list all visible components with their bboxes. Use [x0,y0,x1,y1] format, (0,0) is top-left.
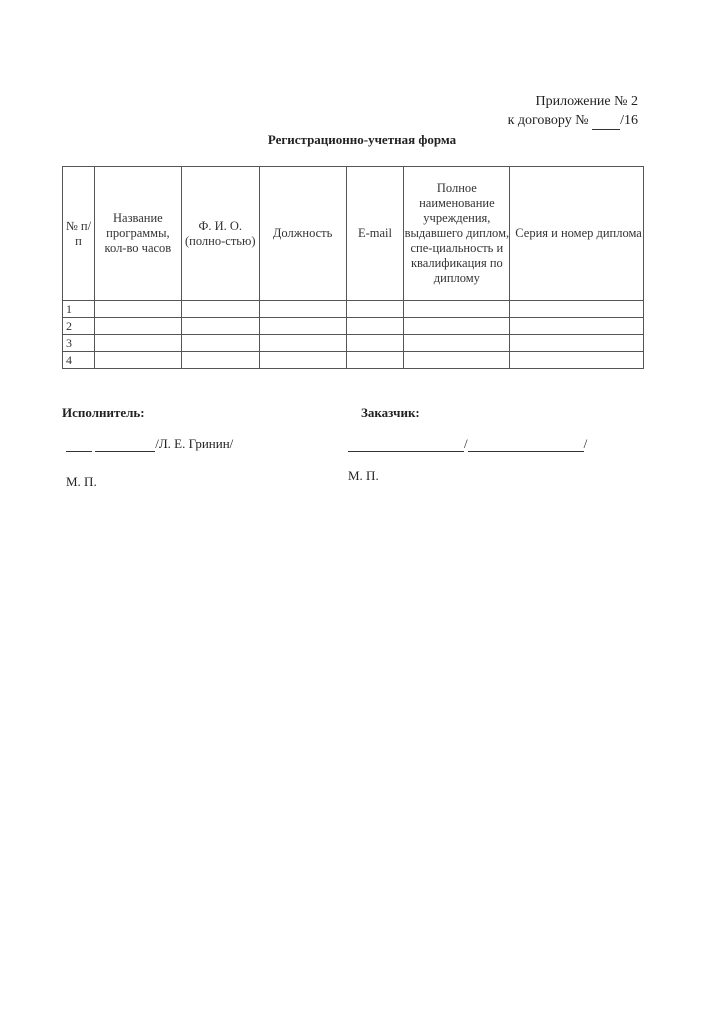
table-cell [346,301,404,318]
table-cell [259,352,346,369]
table-cell [94,301,181,318]
table-cell [510,335,644,352]
customer-slash-mid: / [464,436,468,451]
table-cell [510,318,644,335]
customer-slash-end: / [583,436,588,451]
registration-table [62,166,644,369]
signature-blank [468,438,584,452]
customer-block [361,405,420,421]
col-header-position: Должность [259,167,346,301]
col-header-email: E-mail [346,167,404,301]
table-cell [181,335,259,352]
table-cell [94,335,181,352]
signature-blank [348,438,464,452]
executor-signature-name: /Л. Е. Гринин/ [155,436,234,451]
signature-blank [95,438,155,452]
table-cell [259,318,346,335]
col-header-number: № п/п [63,167,95,301]
table-cell [404,301,510,318]
table-cell [94,352,181,369]
table-row [63,301,644,318]
customer-stamp: М. П. [348,468,379,483]
table-cell [181,352,259,369]
row-number: 1 [63,301,95,318]
col-header-diploma: Серия и номер диплома [510,167,644,301]
col-header-program: Название программы, кол-во часов [94,167,181,301]
table-cell [510,301,644,318]
table-cell [259,301,346,318]
table-row [63,318,644,335]
contract-number-blank [592,116,620,130]
executor-block [62,405,145,421]
table-row [63,335,644,352]
table-cell [259,335,346,352]
table-row [63,352,644,369]
executor-title: Исполнитель: [62,405,145,420]
col-header-institution: Полное наименование учреждения, выдавшего диплом, спе-циальность и квалификация по диплому [404,167,510,301]
executor-stamp: М. П. [66,474,97,489]
signature-blank [66,438,92,452]
executor-signature-line [66,436,233,452]
appendix-title: Приложение № 2 [535,94,638,109]
table-cell [346,352,404,369]
col-header-fullname: Ф. И. О. (полно-стью) [181,167,259,301]
table-cell [404,352,510,369]
row-number: 4 [63,352,95,369]
table-cell [181,318,259,335]
table-cell [404,318,510,335]
contract-reference [508,111,638,130]
customer-signature-line [348,436,587,452]
table-cell [181,301,259,318]
row-number: 3 [63,335,95,352]
table-header-row [63,167,644,301]
contract-suffix: /16 [620,113,638,128]
table-cell [346,318,404,335]
contract-prefix: к договору № [507,113,589,128]
table-cell [510,352,644,369]
row-number: 2 [63,318,95,335]
table-cell [94,318,181,335]
appendix-header [508,92,638,130]
table-cell [346,335,404,352]
table-cell [404,335,510,352]
customer-title: Заказчик: [361,405,420,420]
form-title: Регистрационно-учетная форма [267,132,457,147]
